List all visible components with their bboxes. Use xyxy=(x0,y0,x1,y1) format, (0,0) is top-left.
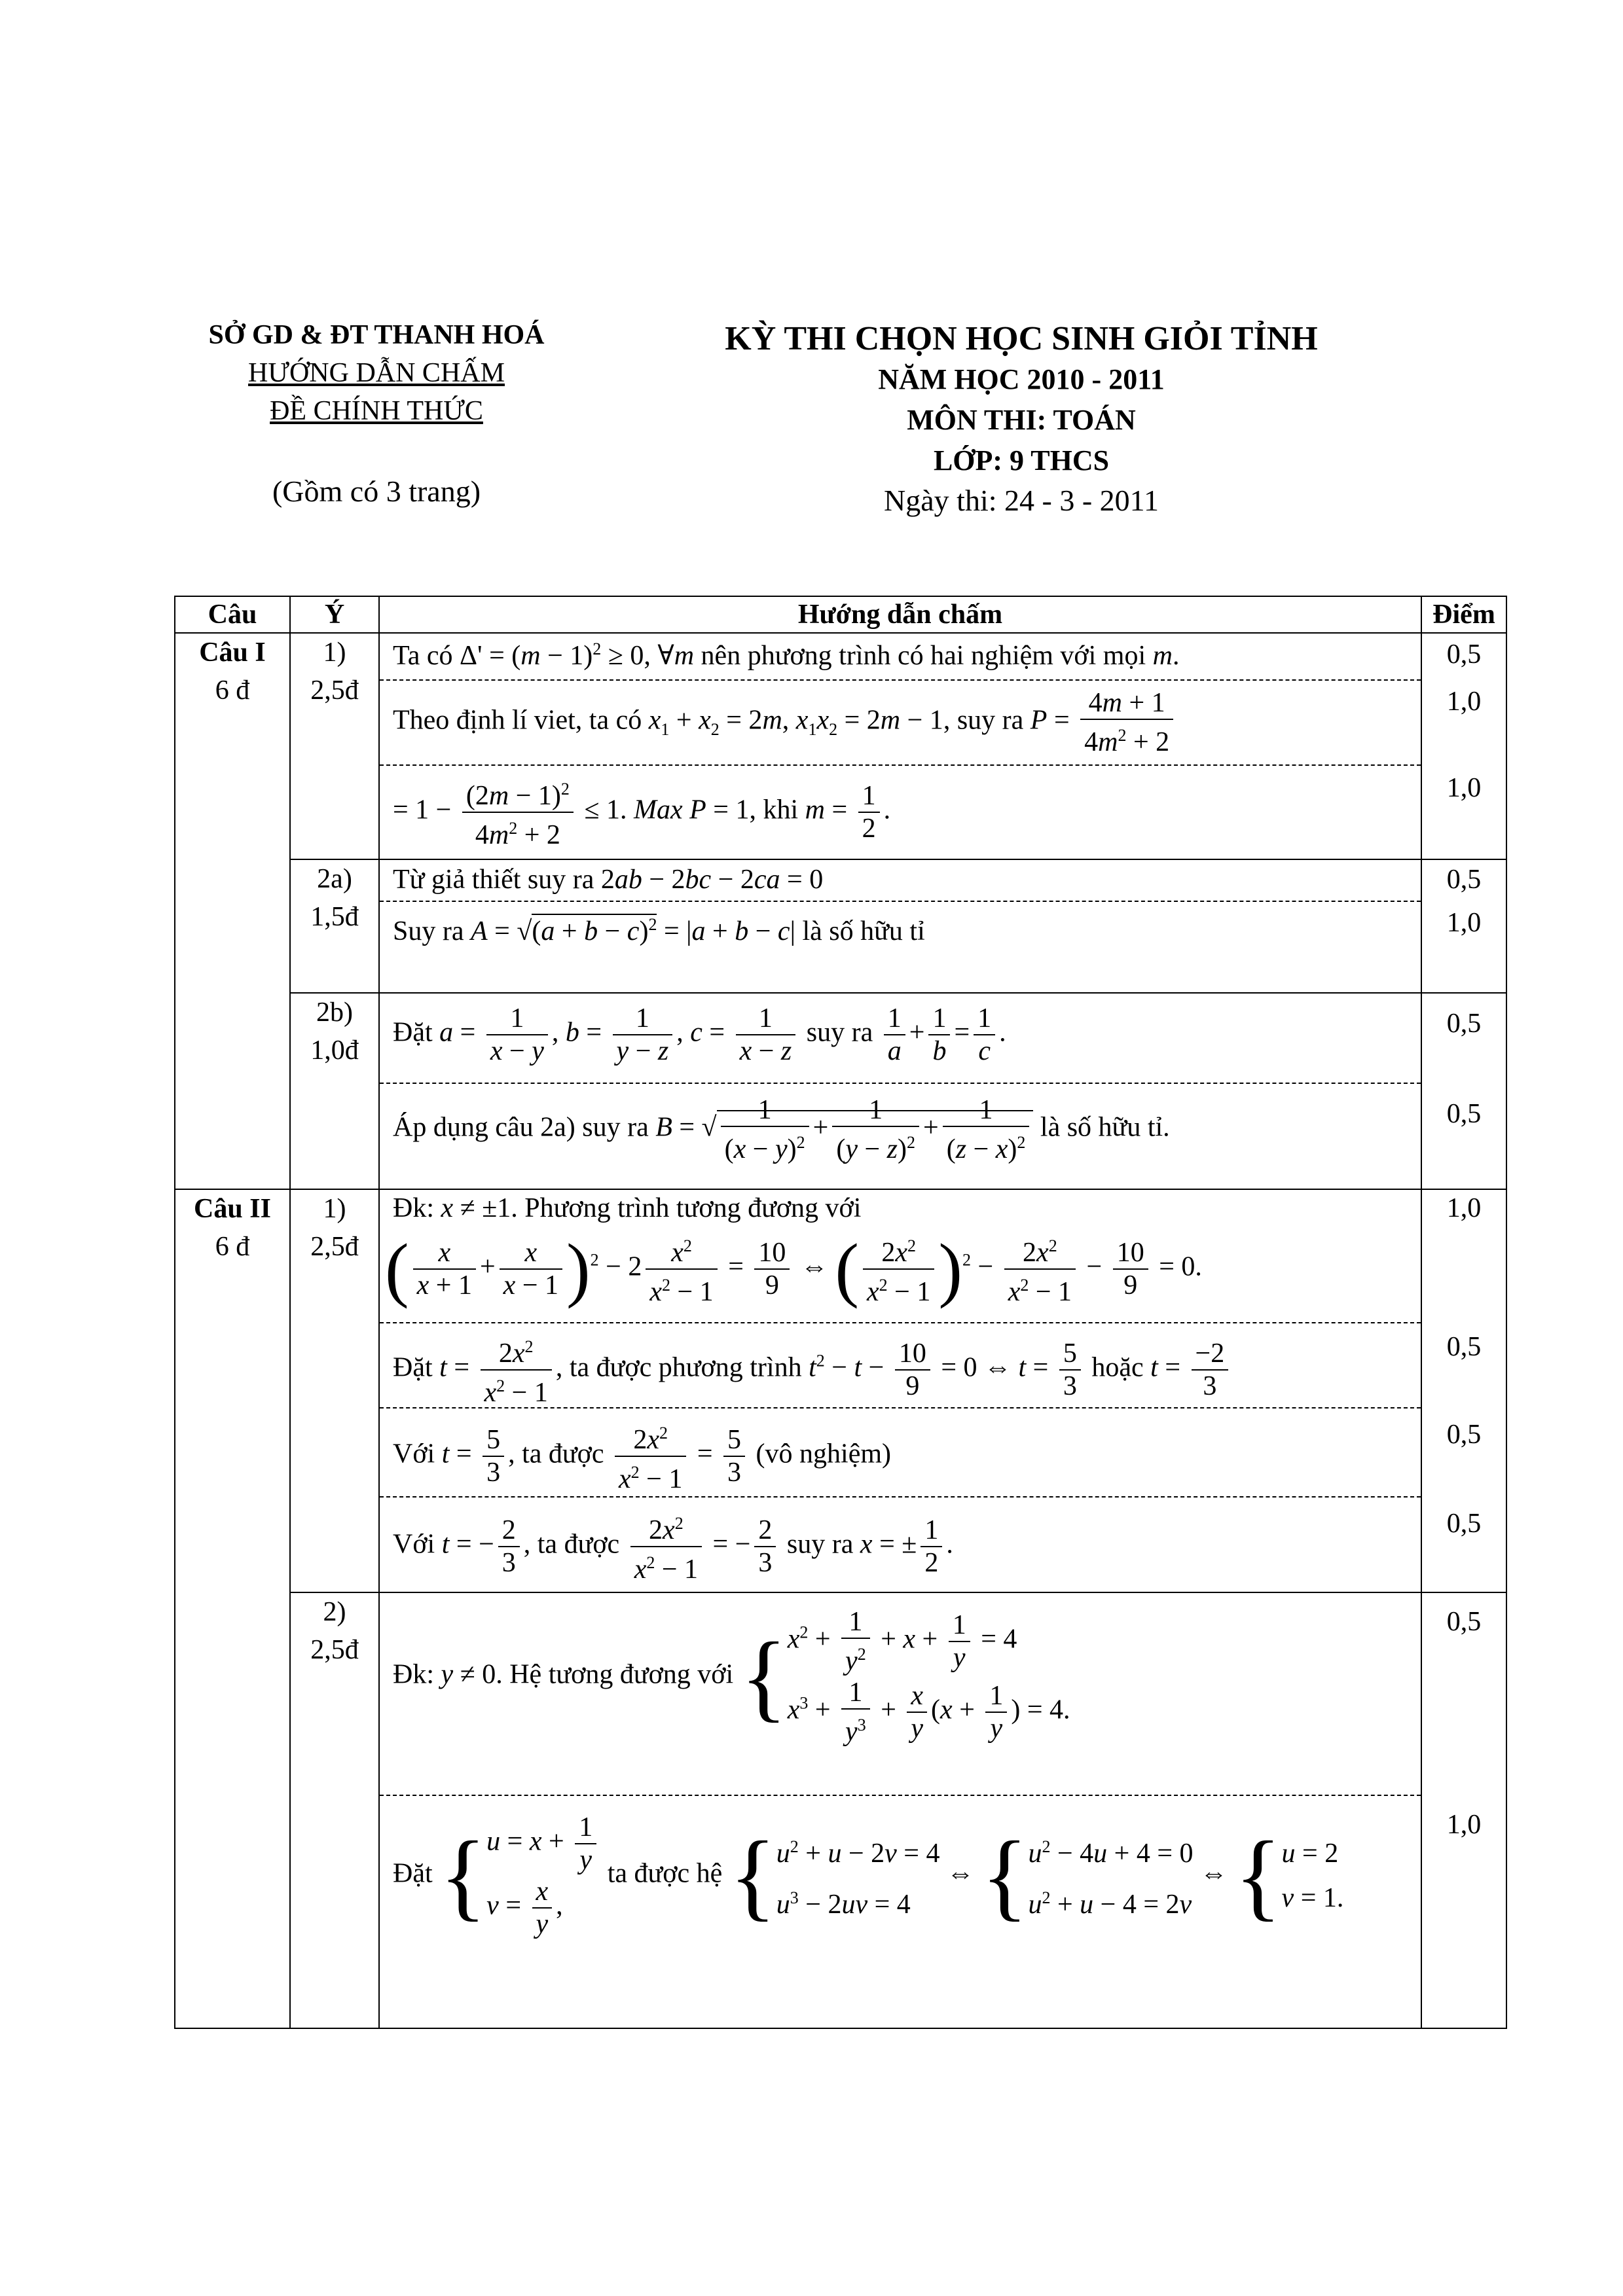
exam-title: KỲ THI CHỌN HỌC SINH GIỎI TỈNH xyxy=(725,320,1318,357)
guide-text: Đặt xyxy=(393,1352,433,1383)
guide-line: Với t = − $\frac{2}{3}$ , ta được $\frac{2x^2}{x^2 - 1}$ = − $\frac{2}{3}$ suy ra x = ± $\frac{1}{2}$ . xyxy=(380,1498,1421,1592)
cau2-cell xyxy=(175,1189,290,2028)
score: 1,0 xyxy=(1446,1193,1482,1223)
guide-line: Từ giả thiết suy ra 2ab − 2bc − 2ca = 0 xyxy=(380,860,1421,902)
cau1-y1-cell xyxy=(290,633,379,859)
grading-table xyxy=(174,596,1507,2029)
guide-line: Đặt a = $\frac{1}{x - y}$ , b = $\frac{1}{y - z}$ , c = $\frac{1}{x - z}$ suy ra $\frac{1}{a}$ + $\frac{1}{b}$ = $\frac{1}{c}$ . xyxy=(380,994,1421,1084)
cau2-y2-guide xyxy=(379,1592,1421,2028)
subject: MÔN THI: TOÁN xyxy=(907,404,1136,436)
guide-text: , suy ra xyxy=(943,705,1024,736)
guide-text: Từ giả thiết suy ra xyxy=(393,865,594,895)
cau1-label: Câu I xyxy=(199,637,266,668)
cau2-y2-label: 2) xyxy=(323,1597,346,1627)
guide-text: Suy ra xyxy=(393,916,464,946)
guide-line: Đk: x ≠ ±1. Phương trình tương đương với ( $\frac{x}{x + 1}$ + $\frac{x}{x - 1}$ )$^2$ − 2 $\frac{x^2}{x^2 - 1}$ = $\frac{10}{9}$ ⇔ ( $\frac{2x^2}{x^2 - 1}$ )$^2$ − $\frac{2x^2}{x^2 - 1}$ − $\frac{10}{9}$ = 0. xyxy=(380,1190,1421,1323)
page-count: (Gồm có 3 trang) xyxy=(272,475,481,508)
cau1-y2b-cell xyxy=(290,993,379,1189)
score: 0,5 xyxy=(1446,1099,1482,1129)
score: 0,5 xyxy=(1446,1509,1482,1539)
cau2-y1-points: 2,5đ xyxy=(310,1232,359,1262)
cau1-cell xyxy=(175,633,290,1189)
cau1-y2a-diem xyxy=(1421,859,1506,993)
guide-text: suy ra xyxy=(806,1017,873,1048)
cau2-y2-diem xyxy=(1421,1592,1506,2028)
guide-line: = 1 − $\frac{(2m - 1)^2}{4m^2 + 2}$ ≤ 1. Max P = 1, khi m = $\frac{1}{2}$ . xyxy=(380,766,1421,859)
score: 0,5 xyxy=(1446,1607,1482,1637)
guide-text: Đk: xyxy=(393,1193,434,1223)
guide-text: (vô nghiệm) xyxy=(756,1439,891,1469)
guide-line: Áp dụng câu 2a) suy ra B = √ $\frac{1}{(x - y)^2}$ + $\frac{1}{(y - z)^2}$ + $\frac{1}{(z - x)^2}$ là số hữu tỉ. xyxy=(393,1095,1170,1164)
guide-line: Ta có $\Delta' = (m - 1)^2 \ge 0$, ∀m nên phương trình có hai nghiệm với mọi m. xyxy=(380,634,1421,681)
guide-text: nên phương trình có hai nghiệm với mọi xyxy=(701,641,1146,671)
cau1-y1-label: 1) xyxy=(323,637,346,668)
cau1-y2a-points: 1,5đ xyxy=(310,902,359,932)
cau1-y2b-guide xyxy=(379,993,1421,1189)
exam-date: Ngày thi: 24 - 3 - 2011 xyxy=(884,484,1159,517)
doc-status: ĐỀ CHÍNH THỨC xyxy=(270,396,483,426)
col-header-cau: Câu xyxy=(175,596,290,633)
guide-text: Phương trình tương đương với xyxy=(524,1193,862,1223)
guide-line: Theo định lí viet, ta có $x_1 + x_2 = 2m$, $x_1x_2 = 2m - 1$, suy ra P = $\frac{4m + 1}{4m^2 + 2}$ xyxy=(380,681,1421,766)
guide-text: Hệ tương đương với xyxy=(509,1659,734,1690)
col-header-diem: Điểm xyxy=(1421,596,1506,633)
cau1-y2b-points: 1,0đ xyxy=(310,1035,359,1066)
cau2-label: Câu II xyxy=(194,1194,271,1224)
guide-text: Áp dụng câu 2a) suy ra xyxy=(393,1112,649,1143)
table-row xyxy=(175,1189,1506,1592)
col-header-guide: Hướng dẫn chấm xyxy=(379,596,1421,633)
score: 1,0 xyxy=(1446,1810,1482,1840)
cau1-y2b-diem xyxy=(1421,993,1506,1189)
score: 0,5 xyxy=(1446,1009,1482,1039)
table-row xyxy=(175,1592,1506,2028)
guide-text: , ta được phương trình xyxy=(555,1352,802,1383)
school-year: NĂM HỌC 2010 - 2011 xyxy=(878,363,1165,395)
cau1-y2a-cell xyxy=(290,859,379,993)
guide-line: Đặt t = $\frac{2x^2}{x^2 - 1}$ , ta được phương trình $t^2 - t$ − $\frac{10}{9}$ = 0 ⇔ t = $\frac{5}{3}$ hoặc t = $\frac{-2}{3}$ xyxy=(380,1323,1421,1408)
cau1-y1-diem xyxy=(1421,633,1506,859)
col-header-y: Ý xyxy=(290,596,379,633)
guide-text: Đặt xyxy=(393,1017,433,1048)
score: 1,0 xyxy=(1446,773,1482,803)
cau2-y1-diem xyxy=(1421,1189,1506,1592)
grade: LỚP: 9 THCS xyxy=(933,444,1110,476)
cau1-y2a-guide xyxy=(379,859,1421,993)
guide-text: hoặc xyxy=(1091,1352,1144,1383)
score: 0,5 xyxy=(1446,865,1482,895)
org-name: SỞ GD & ĐT THANH HOÁ xyxy=(208,320,545,350)
guide-text: Với xyxy=(393,1529,435,1560)
guide-text: ta được hệ xyxy=(607,1858,723,1889)
cau2-y1-guide xyxy=(379,1189,1421,1592)
table-row xyxy=(175,993,1506,1189)
cau2-y2-cell xyxy=(290,1592,379,2028)
guide-text: Theo định lí viet, ta có xyxy=(393,705,642,736)
guide-text: là số hữu tỉ xyxy=(802,916,925,946)
cau1-y2b-label: 2b) xyxy=(316,997,353,1028)
cau2-y1-cell xyxy=(290,1189,379,1592)
cau1-y1-points: 2,5đ xyxy=(310,675,359,706)
cau2-y2-points: 2,5đ xyxy=(310,1635,359,1665)
guide-text: ta được xyxy=(537,1529,620,1560)
cau1-y1-guide xyxy=(379,633,1421,859)
guide-line: Đk: y ≠ 0. Hệ tương đương với { $x^2$ + $\frac{1}{y^2}$ + x + $\frac{1}{y}$ = 4 $x^3$ + $\frac{1}{y^3}$ + $\frac{x}{y}$ (x + $\frac{1}{y}$ ) = 4. xyxy=(380,1593,1421,1796)
guide-text: là số hữu tỉ. xyxy=(1040,1112,1170,1143)
score: 1,0 xyxy=(1446,687,1482,717)
score: 1,0 xyxy=(1446,908,1482,938)
table-header-row xyxy=(175,596,1506,633)
score: 0,5 xyxy=(1446,639,1482,670)
guide-text: Đặt xyxy=(393,1858,433,1889)
score: 0,5 xyxy=(1446,1332,1482,1362)
cau1-points: 6 đ xyxy=(215,675,250,706)
doc-type: HƯỚNG DẪN CHẤM xyxy=(248,358,505,388)
guide-line: Suy ra $A = √(a + b - c)^2 = |a + b - c|$ là số hữu tỉ xyxy=(393,915,925,946)
guide-text: , khi xyxy=(749,795,799,825)
cau2-points: 6 đ xyxy=(215,1232,250,1262)
guide-line: Với t = $\frac{5}{3}$ , ta được $\frac{2x^2}{x^2 - 1}$ = $\frac{5}{3}$ (vô nghiệm) xyxy=(380,1408,1421,1498)
table-row xyxy=(175,633,1506,859)
score: 0,5 xyxy=(1446,1420,1482,1450)
guide-text: suy ra xyxy=(786,1529,854,1560)
guide-text: Đk: xyxy=(393,1659,434,1690)
guide-text: ta được xyxy=(522,1439,604,1469)
guide-line: Đặt { u = x + $\frac{1}{y}$ v = $\frac{x}{y}$ , ta được hệ { $u^2 + u - 2v = 4$ $u^3 - 2uv = 4$ ⇔ { $u^2 - 4u + 4 = 0$ $u^2 + u - 4 = 2v$ ⇔ { u = 2 v = 1. xyxy=(393,1812,1344,1939)
cau1-y2a-label: 2a) xyxy=(317,864,352,894)
cau2-y1-label: 1) xyxy=(323,1194,346,1224)
table-row xyxy=(175,859,1506,993)
guide-text: Với xyxy=(393,1439,435,1469)
